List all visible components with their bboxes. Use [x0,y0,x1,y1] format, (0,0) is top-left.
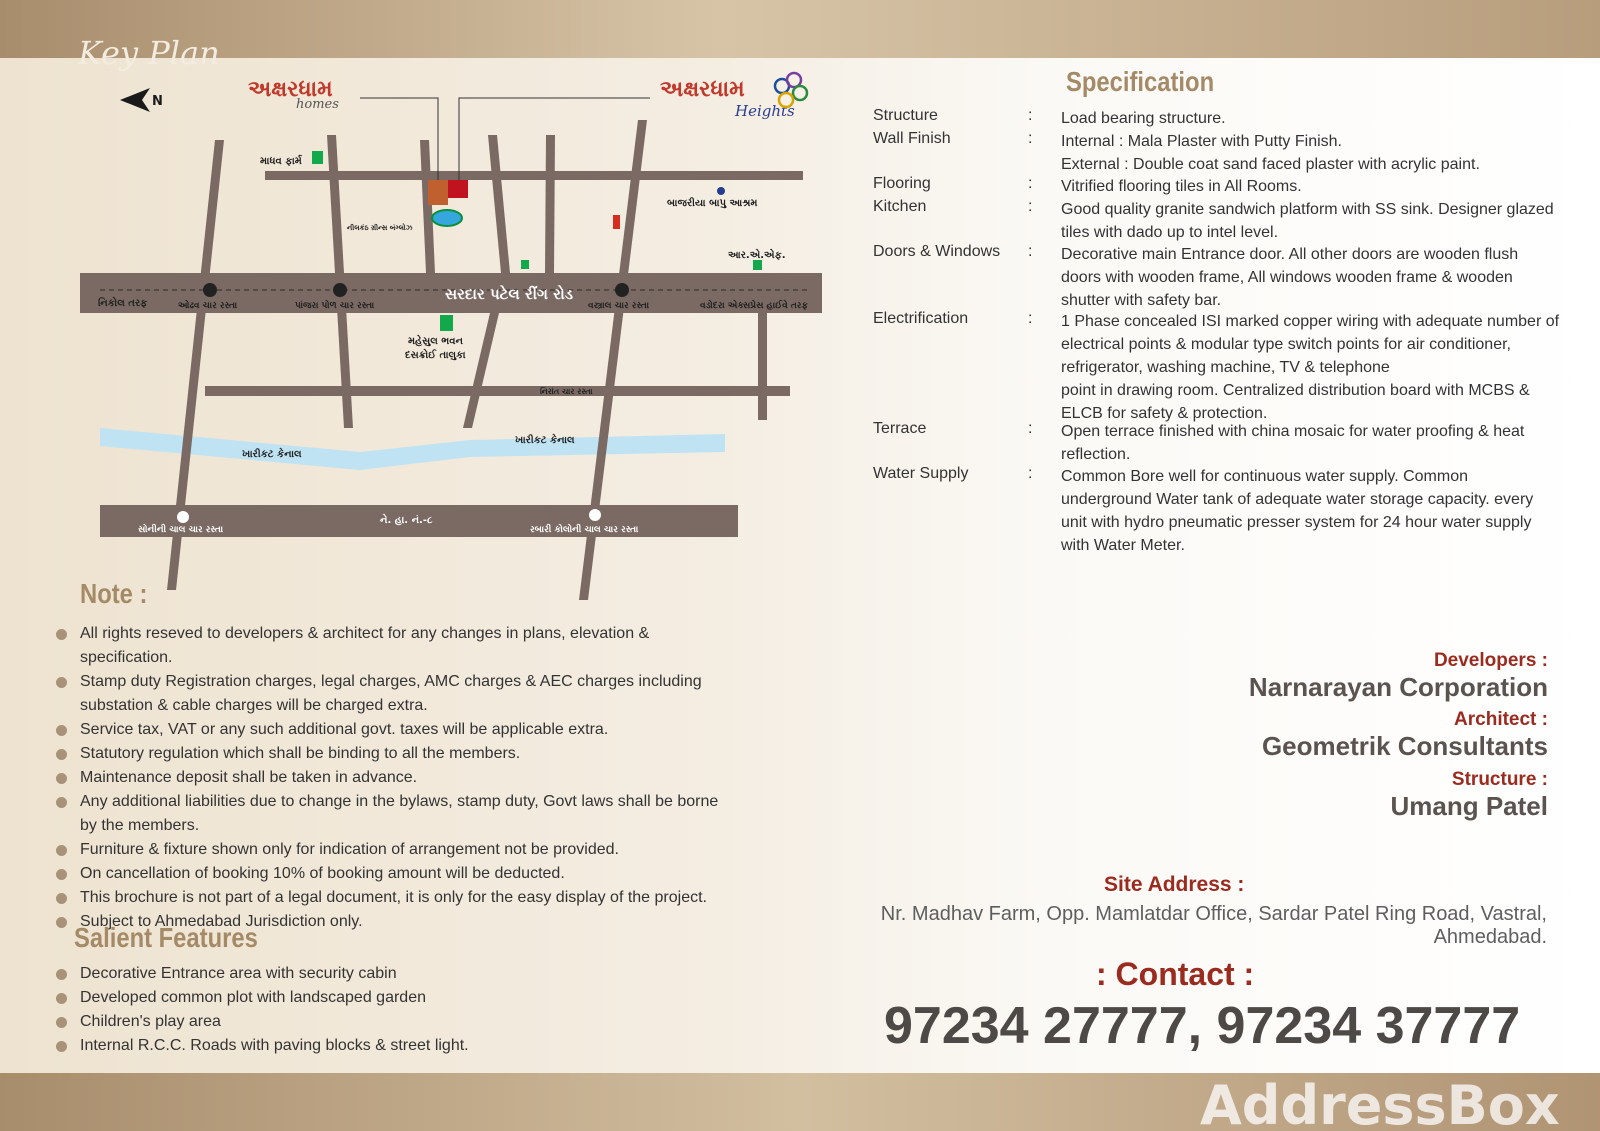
top-band [0,0,1600,58]
spec-colon: : [1028,465,1033,482]
note-item: This brochure is not part of a legal document, it is only for the easy display of the project. [56,886,736,910]
salient-item: Internal R.C.C. Roads with paving blocks & street light. [56,1034,556,1058]
label-soni: સોનીની ચાલ ચાર રસ્તા [138,525,224,535]
label-nh8: ને. હા. નં.-૮ [380,515,433,526]
spec-colon: : [1028,243,1033,260]
label-rabari: રબારી કોલોની ચાલ ચાર રસ્તા [530,525,639,535]
label-nirant: નિરાંત ચાર રસ્તા [540,387,593,396]
brand-left-sub: homes [296,97,339,112]
spec-label: Electrification [873,310,969,327]
spec-value: Open terrace finished with china mosaic for water proofing & heat reflection. [1061,423,1525,463]
site-address-label: Site Address : [1104,873,1245,896]
watermark: AddressBox [1200,1074,1560,1131]
brand-right: અક્ષરધામ [660,77,745,102]
note-title: Note : [80,578,148,609]
label-rao: આર.એ.એફ. [728,250,786,261]
spec-value: 1 Phase concealed ISI marked copper wiring with adequate number of electrical points & modular type switch points for air conditioner, refrigerator, washing machine, TV & telephone point in drawing room. Centralized distribution board with MCBS & ELCB for safety & protection. [1061,313,1560,422]
key-plan-map [70,60,840,600]
spec-value: Common Bore well for continuous water supply. Common underground Water tank of adequate water storage capacity. every unit with hydro pneumatic presser system for 24 hour water supply with Water Meter. [1061,468,1534,554]
architect-name: Geometrik Consultants [1261,731,1548,761]
spec-colon: : [1028,175,1033,192]
spec-colon: : [1028,130,1033,147]
spec-value: Load bearing structure. [1061,110,1226,127]
spec-value: Good quality granite sandwich platform with SS sink. Designer glazed tiles with dado up to intel level. [1061,201,1554,241]
spec-label: Wall Finish [873,130,951,147]
spec-value: Internal : Mala Plaster with Putty Finish. External : Double coat sand faced plaster with acrylic paint. [1061,133,1480,173]
canal [100,428,725,470]
note-list [56,622,736,934]
label-vastral: વસ્ત્રાલ ચાર રસ્તા [588,301,650,311]
note-item: Stamp duty Registration charges, legal charges, AMC charges & AEC charges including substation & cable charges will be charged extra. [56,670,736,718]
spec-label: Flooring [873,175,931,192]
label-madhav-farm: માધવ ફાર્મ [260,156,302,167]
spec-label: Water Supply [873,465,969,482]
spec-label: Doors & Windows [873,243,1001,260]
note-item: All rights reseved to developers & architect for any changes in plans, elevation & specification. [56,622,736,670]
label-kharicut-right: ખારીકટ કેનાલ [515,435,575,446]
label-bajariya: બાજરીયા બાપુ આશ્રમ [667,198,758,209]
architect-label: Architect : [1454,709,1548,730]
spec-label: Terrace [873,420,927,437]
note-item: Maintenance deposit shall be taken in advance. [56,766,736,790]
spec-colon: : [1028,310,1033,327]
note-item: Any additional liabilities due to change in the bylaws, stamp duty, Govt laws shall be borne by the members. [56,790,736,838]
developers-label: Developers : [1433,650,1548,671]
spec-value: Vitrified flooring tiles in All Rooms. [1061,178,1302,195]
spec-value: Decorative main Entrance door. All other doors are wooden flush doors with wooden frame, All windows wooden frame & wooden shutter with safety bar. [1061,246,1519,309]
spec-colon: : [1028,420,1033,437]
note-item: On cancellation of booking 10% of booking amount will be deducted. [56,862,736,886]
note-item: Statutory regulation which shall be binding to all the members. [56,742,736,766]
spec-colon: : [1028,107,1033,124]
label-panjrapol: પાંજરા પોળ ચાર રસ્તા [295,301,375,311]
key-plan-heading: Key Plan [78,34,220,72]
brand-right-sub: Heights [735,102,795,120]
salient-list [56,962,556,1058]
note-item: Subject to Ahmedabad Jurisdiction only. [56,910,736,934]
label-nilkanth: નીલકંઠ ગ્રીન્સ બંગ્લોઝ [347,224,413,232]
salient-title: Salient Features [74,922,258,953]
spec-colon: : [1028,198,1033,215]
salient-item: Developed common plot with landscaped garden [56,986,556,1010]
brand-left: અક્ષરધામ [248,77,333,102]
label-mahesul: મહેસુલ ભવન [408,336,463,347]
structure-label: Structure : [1451,769,1548,790]
developers-name: Narnarayan Corporation [1248,672,1548,702]
contact-numbers: 97234 27777, 97234 37777 [884,997,1521,1055]
north-arrow-icon [120,88,150,112]
note-item: Furniture & fixture shown only for indication of arrangement not be provided. [56,838,736,862]
label-daskoi: દસક્રોઈ તાલુકા [405,350,466,361]
label-odhav: ઓઢવ ચાર રસ્તા [178,301,238,311]
label-kharicut-left: ખારીકટ કેનાલ [242,449,302,460]
note-item: Service tax, VAT or any such additional govt. taxes will be applicable extra. [56,718,736,742]
specification-title: Specification [1066,66,1215,97]
spec-label: Structure [873,107,938,124]
label-ring-road: સરદાર પટેલ રીંગ રોડ [445,285,573,303]
site-address: Nr. Madhav Farm, Opp. Mamlatdar Office, Sardar Patel Ring Road, Vastral, Ahmedabad. [880,903,1547,948]
salient-item: Decorative Entrance area with security cabin [56,962,556,986]
north-label: N [152,94,163,109]
contact-label: : Contact : [1096,956,1255,992]
salient-item: Children's play area [56,1010,556,1034]
spec-label: Kitchen [873,198,927,215]
label-vadodara: વડોદરા એક્સપ્રેસ હાઈવે તરફ [700,301,808,311]
label-nikol: નિકોલ તરફ [98,298,148,309]
structure-name: Umang Patel [1390,791,1548,821]
